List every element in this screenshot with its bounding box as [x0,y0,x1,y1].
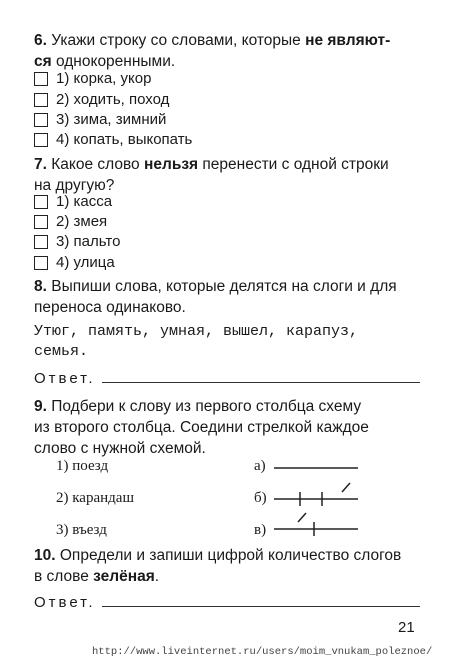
question-emphasis: не являют- [305,32,391,49]
scheme-v-stress [298,513,306,522]
checkbox[interactable] [34,113,48,127]
option-6-2[interactable] [34,91,169,109]
answer-label: Ответ. [34,594,96,611]
question-text: Выпиши слова, которые делятся на слоги и для [51,278,397,295]
question-text: Подбери к слову из первого столбца схему [51,398,362,415]
scheme-b-stress [342,483,350,492]
checkbox[interactable] [34,133,48,147]
option-6-3[interactable] [34,111,166,129]
checkbox[interactable] [34,215,48,229]
question-number: 7. [34,156,47,173]
option-7-4[interactable] [34,254,115,272]
option-7-1[interactable] [34,193,112,211]
question-text: Какое слово [51,156,144,173]
question-number: 10. [34,547,56,564]
option-label: 2) змея [56,213,108,230]
question-8 [34,276,434,318]
question-9 [34,396,434,459]
word-item-2: 2) карандаш [56,490,134,506]
answer-line[interactable] [102,606,420,607]
answer-label: Ответ. [34,370,96,387]
question-10-line-2 [34,566,434,587]
syllable-schemes [270,455,370,545]
question-8-line-1 [34,276,434,297]
word-list-line-2: семья. [34,343,89,360]
checkbox[interactable] [34,256,48,270]
question-6 [34,30,434,72]
question-7-line-1 [34,154,434,175]
option-label: 1) касса [56,193,113,210]
option-6-4[interactable] [34,131,192,149]
question-8-line-2: переноса одинаково. [34,299,186,316]
page-number: 21 [398,619,415,636]
question-10-line-1 [34,545,434,566]
question-7-line-2: на другую? [34,177,115,194]
option-label: 4) копать, выкопать [56,131,193,148]
question-text: Определи и запиши цифрой количество слогов [59,547,402,564]
option-label: 3) пальто [56,233,121,250]
option-7-3[interactable] [34,233,120,251]
question-9-line-2: из второго столбца. Соедини стрелкой каждое [34,419,369,436]
question-emphasis: зелёная [93,568,155,585]
checkbox[interactable] [34,235,48,249]
question-6-line-1 [34,30,434,51]
answer-line[interactable] [102,382,420,383]
question-emphasis: нельзя [143,156,199,173]
checkbox[interactable] [34,72,48,86]
question-9-line-1 [34,396,434,417]
question-number: 8. [34,278,47,295]
option-label: 2) ходить, поход [56,91,170,108]
scheme-label-b: б) [254,490,267,506]
word-list-line-1: Утюг, память, умная, вышел, карапуз, [34,323,359,340]
question-emphasis: ся [34,53,52,70]
checkbox[interactable] [34,195,48,209]
checkbox[interactable] [34,93,48,107]
option-label: 4) улица [56,254,115,271]
word-item-3: 3) въезд [56,522,107,538]
question-7 [34,154,434,196]
scheme-label-a: а) [254,458,266,474]
option-7-2[interactable] [34,213,107,231]
scheme-label-v: в) [254,522,267,538]
question-6-line-2 [34,51,434,72]
option-label: 1) корка, укор [56,70,152,87]
question-number: 6. [34,32,47,49]
question-text: в слове [34,568,94,585]
question-9-line-3: слово с нужной схемой. [34,440,206,457]
question-number: 9. [34,398,47,415]
question-text: однокоренными. [51,53,176,70]
footer-url[interactable]: http://www.liveinternet.ru/users/moim_vnukam_poleznoe/ [92,646,433,658]
word-item-1: 1) поезд [56,458,109,474]
question-text: перенести с одной строки [198,156,389,173]
question-text: . [154,568,160,585]
question-text: Укажи строку со словами, которые [51,32,306,49]
question-10 [34,545,434,587]
option-6-1[interactable] [34,70,151,88]
option-label: 3) зима, зимний [56,111,167,128]
